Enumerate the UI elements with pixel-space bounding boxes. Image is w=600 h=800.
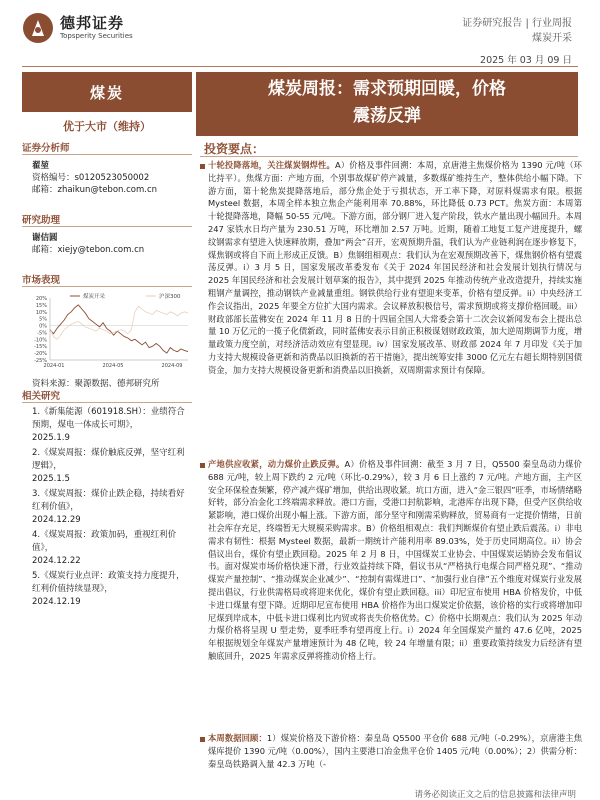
header-divider (22, 66, 578, 67)
company-logo (22, 12, 133, 44)
analyst-name: 翟堃 (32, 161, 50, 171)
chart-source: 资料来源：聚源数据、德邦研究所 (32, 379, 160, 389)
y-tick-label: 0% (39, 323, 47, 330)
y-tick-label: -10% (34, 337, 47, 344)
y-tick-label: 15% (35, 302, 47, 309)
series-line (50, 306, 188, 339)
sector-label: 煤炭开采 (532, 33, 572, 44)
y-tick-label: -15% (34, 344, 47, 351)
company-logo-icon (22, 12, 54, 44)
analyst-cert: 资格编号：s0120523050002 (32, 173, 150, 183)
legend-label: 煤炭开采 (83, 294, 106, 300)
analyst-section-label: 证券分析师 (22, 140, 192, 155)
paragraph-thermal-coal: 产地供应收紧，动力煤价止跌反弹。A）价格及事件回溯：截至 3 月 7 日，Q5500 秦皇岛动力煤价 688 元/吨，较上周下跌约 2 元/吨（环比-0.29%），较 3 月 6 日上涨约 7 元/吨。产地方面，主产区安全环保检查频繁，停产减产煤矿增加，供给出现收紧。坑口方面，进入“金三银四”旺季，市场情绪略好转，部分冶金化工终端需求释放。港口方面，受港口封航影响，北港库存出现下降，但受产区供给收紧影响，港口煤价出现小幅上涨。下游方面，部分坚守和刚需采购释放，贸易商有一定提价情绪，日前社会库存充足，终端暂无大规模采购需求。B）价格组相观点：我们判断煤价有望止跌后震荡。i）非电需求有韧性：根据 Mysteel 数据，最新一期统计产能利用率 89.03%，处于历史同期高位。ii）协会倡议出台，煤价有望止跌回稳。2025 年 2 月 8 日，中国煤炭工业协会、中国煤炭运销协会发布倡议书。面对煤炭市场价格快速下滑，行业效益持续下降，倡议书从“严格执行电煤合同严格兑现”、“推动煤炭产量控制”、“推动煤炭企业减少”、“控制有需煤进口”、“加强行业自律”五个维度对煤炭行业发展提出倡议，行业供需格局或将迎来优化，煤价有望止跌回稳。iii）印尼宣布使用 HBA 价格发价，中低卡进口煤量有望下降。近期印尼宣布使用 HBA 价格作为出口煤炭定价依据，该价格的实行或将增加印尼煤到岸成本，中低卡进口煤利比内贸或将丧失价格优势。C）价格中长期观点：我们认为 2025 年动力煤价格将呈现 U 型走势，夏季旺季有望再度上行。i）2024 年全国煤炭产量约 47.6 亿吨，2025 年根据规划全年煤炭产量增速预计为 48 亿吨，较 24 年增量有限；ii）重要政策持续发力后经济有望触底回升，2025 年需求反弹将推动价格上行。 (208, 459, 582, 661)
x-tick-label: 2024-01 (43, 363, 65, 369)
related-item[interactable]: 5.《煤炭行业点评：政策支持力度提升，红利价值持续显现》， 2024.12.19 (32, 571, 185, 607)
paragraph-weekly-data: 本周数据回顾：1）煤炭价格及下游价格：秦皇岛 Q5500 平仓价 688 元/吨（-0.29%），京唐港主焦煤库提价 1390 元/吨（0.00%），国内主要港口冶金焦平仓价 1405 元/吨（0.00%）；2）供需分析：秦皇岛铁路调入量 42.3 万吨（- (208, 733, 582, 769)
related-item[interactable]: 2.《煤炭周报：煤价触底反弹，坚守红利逻辑》， 2025.1.5 (32, 448, 185, 484)
title-line-2: 震荡反弹 (353, 106, 421, 126)
y-tick-label: 20% (35, 296, 47, 302)
key-points-heading: 投资要点： (204, 142, 265, 156)
related-research-list (32, 406, 192, 611)
related-item[interactable]: 4.《煤炭周报：政策加码，重视红利价值》， 2024.12.22 (32, 530, 177, 566)
market-section-label: 市场表现 (22, 272, 192, 287)
assistant-section-label: 研究助理 (22, 212, 192, 227)
rating: 优于大市（维持） (63, 120, 151, 133)
y-tick-label: -25% (34, 358, 47, 364)
bullet-icon (200, 463, 205, 468)
y-tick-label: 5% (39, 316, 47, 323)
key-points-divider (200, 156, 578, 157)
legend-label: 沪深300 (159, 294, 181, 300)
category-label: 煤炭 (89, 83, 124, 102)
bullet-icon (200, 164, 205, 169)
bullet-icon (200, 737, 205, 742)
related-item[interactable]: 1.《新集能源（601918.SH）：业绩符合预期，煤电一体成长可期》， 2025.1.9 (32, 407, 185, 443)
disclaimer: 请务必阅读正文之后的信息披露和法律声明 (414, 790, 576, 800)
company-name-en: Topsperity Securities (60, 32, 133, 40)
paragraph-coking-coal: 十轮投降落地，关注煤炭钢焊性。A）价格及事件回溯：本周，京唐港主焦煤价格为 1390 元/吨（环比持平）。焦煤方面：产地方面，个别事故煤矿停产减量，多数煤矿维持生产，整体供给小幅下降。下游方面，第十轮焦炭提降落地后，部分焦企处于亏损状态，开工率下降，对原料煤需求有限。根据 Mysteel 数据，本周全样本独立焦企产能利用率 70.88%，环比降低 0.73 PCT。焦炭方面：本周第十轮提降落地，降幅 50-55 元/吨。下游方面，部分钢厂进入复产阶段，铁水产量出现小幅回升。本周 247 家铁水日均产量为 230.51 万吨，环比增加 2.57 万吨。近期，随着工地复工复产进度提升，螺纹钢需求有望进入快速释放期，叠加“两会”召开，宏观预期升温，我们认为产业链利润在逐步修复下，煤焦钢或将自下而上形成正反馈。B）焦钢组相观点：我们认为在宏观预期改善下，煤焦钢价格有望震荡反弹。i）3 月 5 日，国家发展改革委发布《关于 2024 年国民经济和社会发展计划执行情况与 2025 年国民经济和社会发展计划草案的报告》，其中提到 2025 年推动传统产业改造提升，持续实施粗钢产量调控，推动钢铁产业减量重组。钢铁供给行业有望迎来变革，价格有望反弹。ii）中央经济工作会议指出，2025 年要全方位扩大国内需求。会议释放积极信号，需求预期或将支撑价格回暖。iii）财政部部长蓝佛安在 2024 年 11 月 8 日的十四届全国人大常委会第十二次会议新闻发布会上提出总量 10 万亿元的一揽子化债新政，同时蓝佛安表示目前正积极谋划财政政策，加大逆周期调节力度，增量政策力度空前，对经济活动效应有望显现。iv）国家发展改革、财政部 2024 年 7 月印发《关于加力支持大规模设备更新和消费品以旧换新的若干措施》，提出统筹安排 3000 亿元左右超长期特别国债资金，加力支持大规模设备更新和消费品以旧换新，双周期需求预计有保障。 (208, 160, 582, 375)
title-line-1: 煤炭周报：需求预期回暖，价格 (268, 79, 506, 99)
x-tick-label: 2024-05 (102, 363, 124, 369)
report-title (196, 72, 578, 136)
y-tick-label: -20% (34, 351, 47, 358)
assistant-email[interactable]: 邮箱：xiejy@tebon.com.cn (32, 245, 145, 255)
x-tick-label: 2024-09 (161, 363, 183, 369)
y-tick-label: 10% (35, 309, 47, 316)
assistant-name: 谢佶圆 (32, 233, 58, 243)
category-box (22, 72, 192, 112)
report-date: 2025 年 03 月 09 日 (480, 55, 572, 66)
series-line (50, 305, 188, 353)
analyst-email[interactable]: 邮箱：zhaikun@tebon.com.cn (32, 185, 158, 195)
company-name-cn: 德邦证券 (60, 14, 125, 32)
y-tick-label: -5% (37, 330, 47, 337)
market-performance-chart (22, 290, 192, 370)
related-item[interactable]: 3.《煤炭周报：煤价止跌企稳，持续看好红利价值》， 2024.12.29 (32, 489, 185, 525)
report-type: 证券研究报告 | 行业周报 (462, 18, 572, 29)
related-section-label: 相关研究 (22, 388, 192, 403)
